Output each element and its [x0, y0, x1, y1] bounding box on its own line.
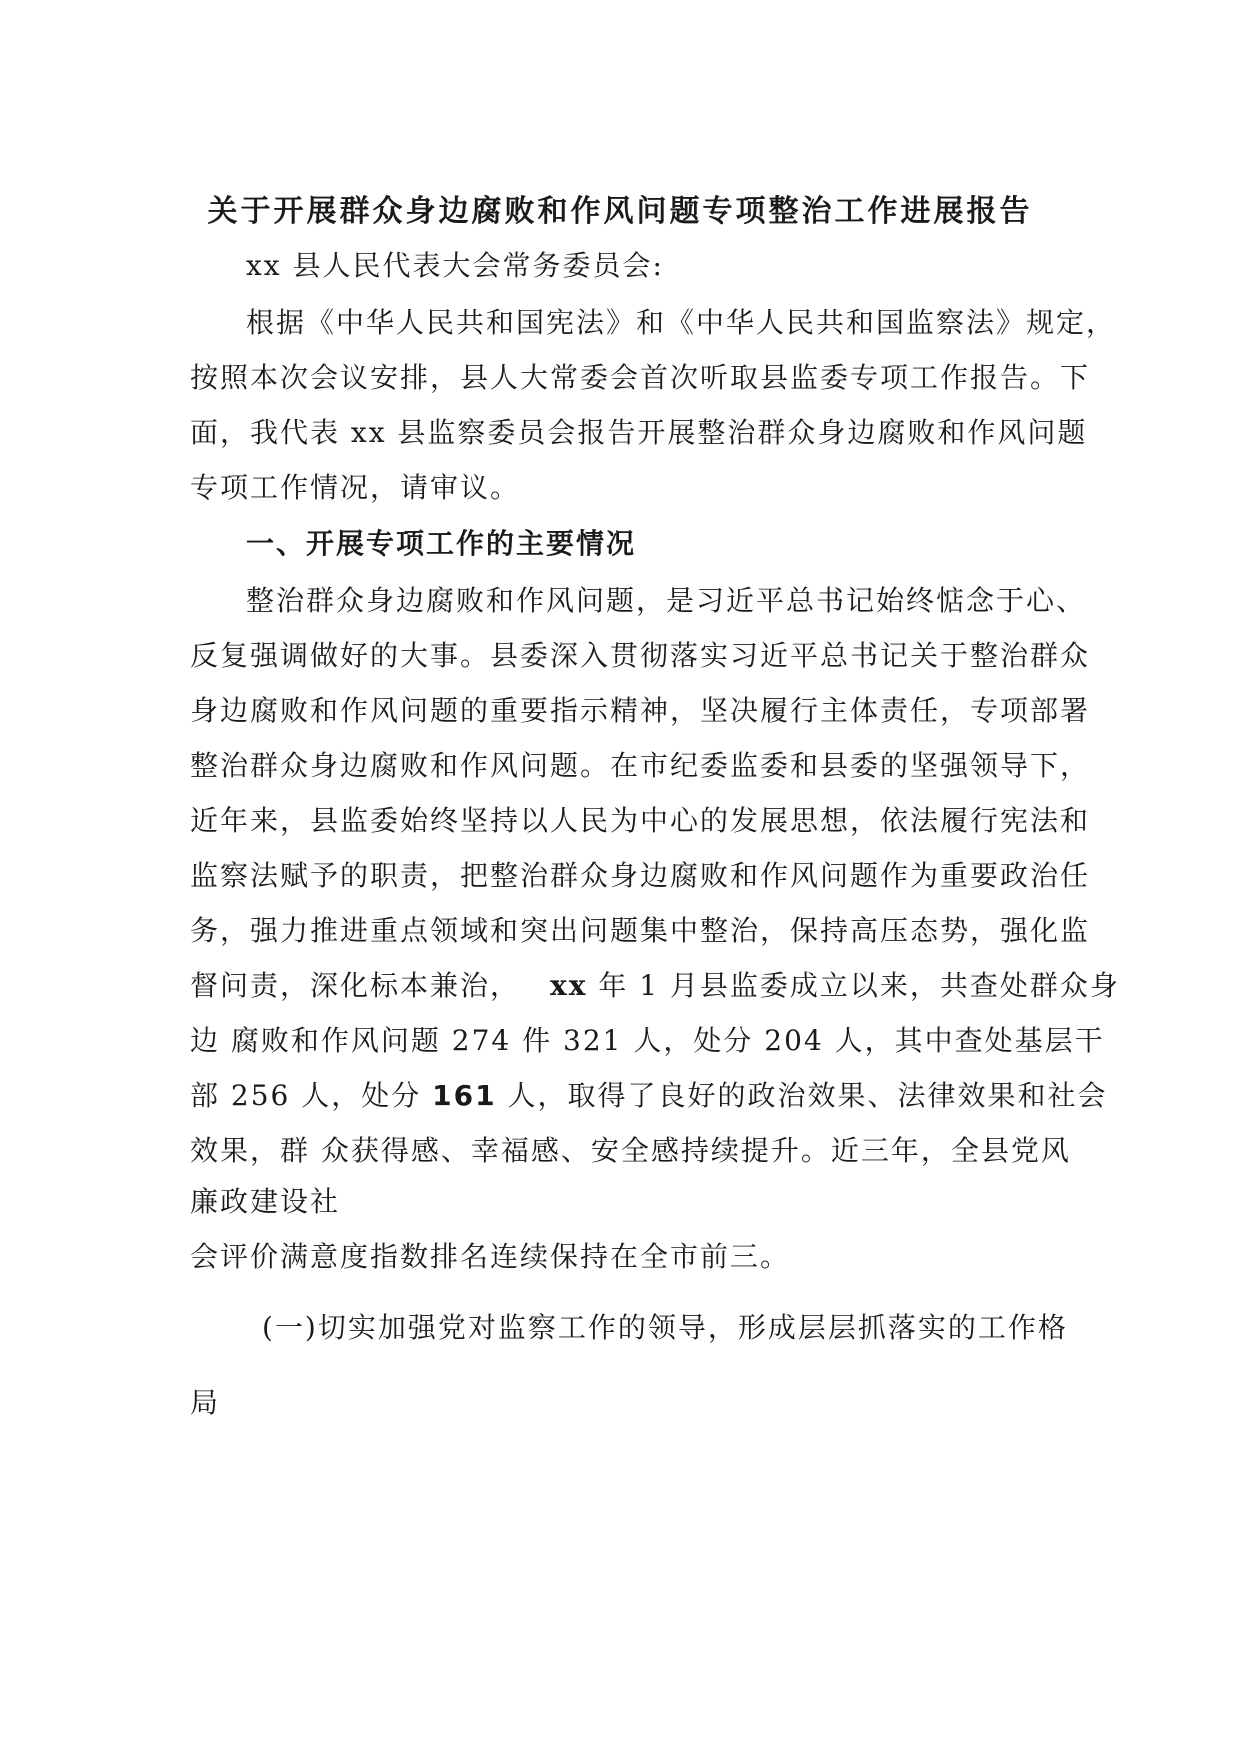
intro-line-3: 面，我代表 xx 县监察委员会报告开展整治群众身边腐败和作风问题 — [190, 416, 1088, 449]
body-line-2: 反复强调做好的大事。县委深入贯彻落实习近平总书记关于整治群众 — [190, 639, 1091, 672]
document-title: 关于开展群众身边腐败和作风问题专项整治工作进展报告 — [207, 194, 1033, 229]
body-line-3: 身边腐败和作风问题的重要指示精神，坚决履行主体责任，专项部署 — [190, 694, 1091, 727]
body-line-10-part-2: 人，取得了良好的政治效果、法律效果和社会 — [496, 1079, 1108, 1112]
body-line-8 — [190, 966, 1120, 1006]
body-line-12: 廉政建设社 — [190, 1185, 341, 1218]
intro-line-2: 按照本次会议安排，县人大常委会首次听取县监委专项工作报告。下 — [190, 361, 1091, 394]
body-line-13: 会评价满意度指数排名连续保持在全市前三。 — [190, 1240, 791, 1273]
body-line-9: 边 腐败和作风问题 274 件 321 人，处分 204 人，其中查处基层干 — [190, 1024, 1105, 1057]
subsection-heading-1: (一)切实加强党对监察工作的领导，形成层层抓落实的工作格 — [262, 1311, 1068, 1344]
body-line-11: 效果，群 众获得感、幸福感、安全感持续提升。近三年，全县党风 — [190, 1134, 1071, 1167]
body-line-5: 近年来，县监委始终坚持以人民为中心的发展思想，依法履行宪法和 — [190, 804, 1091, 837]
body-line-8-part-2: 年 1 月县监委成立以来，共查处群众身 — [598, 969, 1120, 1002]
body-line-10 — [190, 1076, 1108, 1116]
body-line-6: 监察法赋予的职责，把整治群众身边腐败和作风问题作为重要政治任 — [190, 859, 1091, 892]
body-line-10-part-1: 部 256 人，处分 — [190, 1079, 433, 1112]
intro-line-4: 专项工作情况，请审议。 — [190, 471, 521, 504]
body-line-7: 务，强力推进重点领域和突出问题集中整治，保持高压态势，强化监 — [190, 914, 1091, 947]
body-line-1: 整治群众身边腐败和作风问题，是习近平总书记始终惦念于心、 — [246, 584, 1087, 617]
section-heading-1: 一、开展专项工作的主要情况 — [246, 527, 637, 560]
body-line-10-number: 161 — [432, 1079, 497, 1112]
intro-line-1: 根据《中华人民共和国宪法》和《中华人民共和国监察法》规定， — [246, 306, 1117, 339]
body-line-4: 整治群众身边腐败和作风问题。在市纪委监委和县委的坚强领导下， — [190, 749, 1091, 782]
body-line-8-part-1: 督问责，深化标本兼治， — [190, 969, 521, 1002]
subsection-heading-1-continued: 局 — [190, 1386, 221, 1419]
salutation: xx 县人民代表大会常务委员会: — [246, 249, 664, 282]
body-line-8-year: xx — [550, 969, 588, 1002]
